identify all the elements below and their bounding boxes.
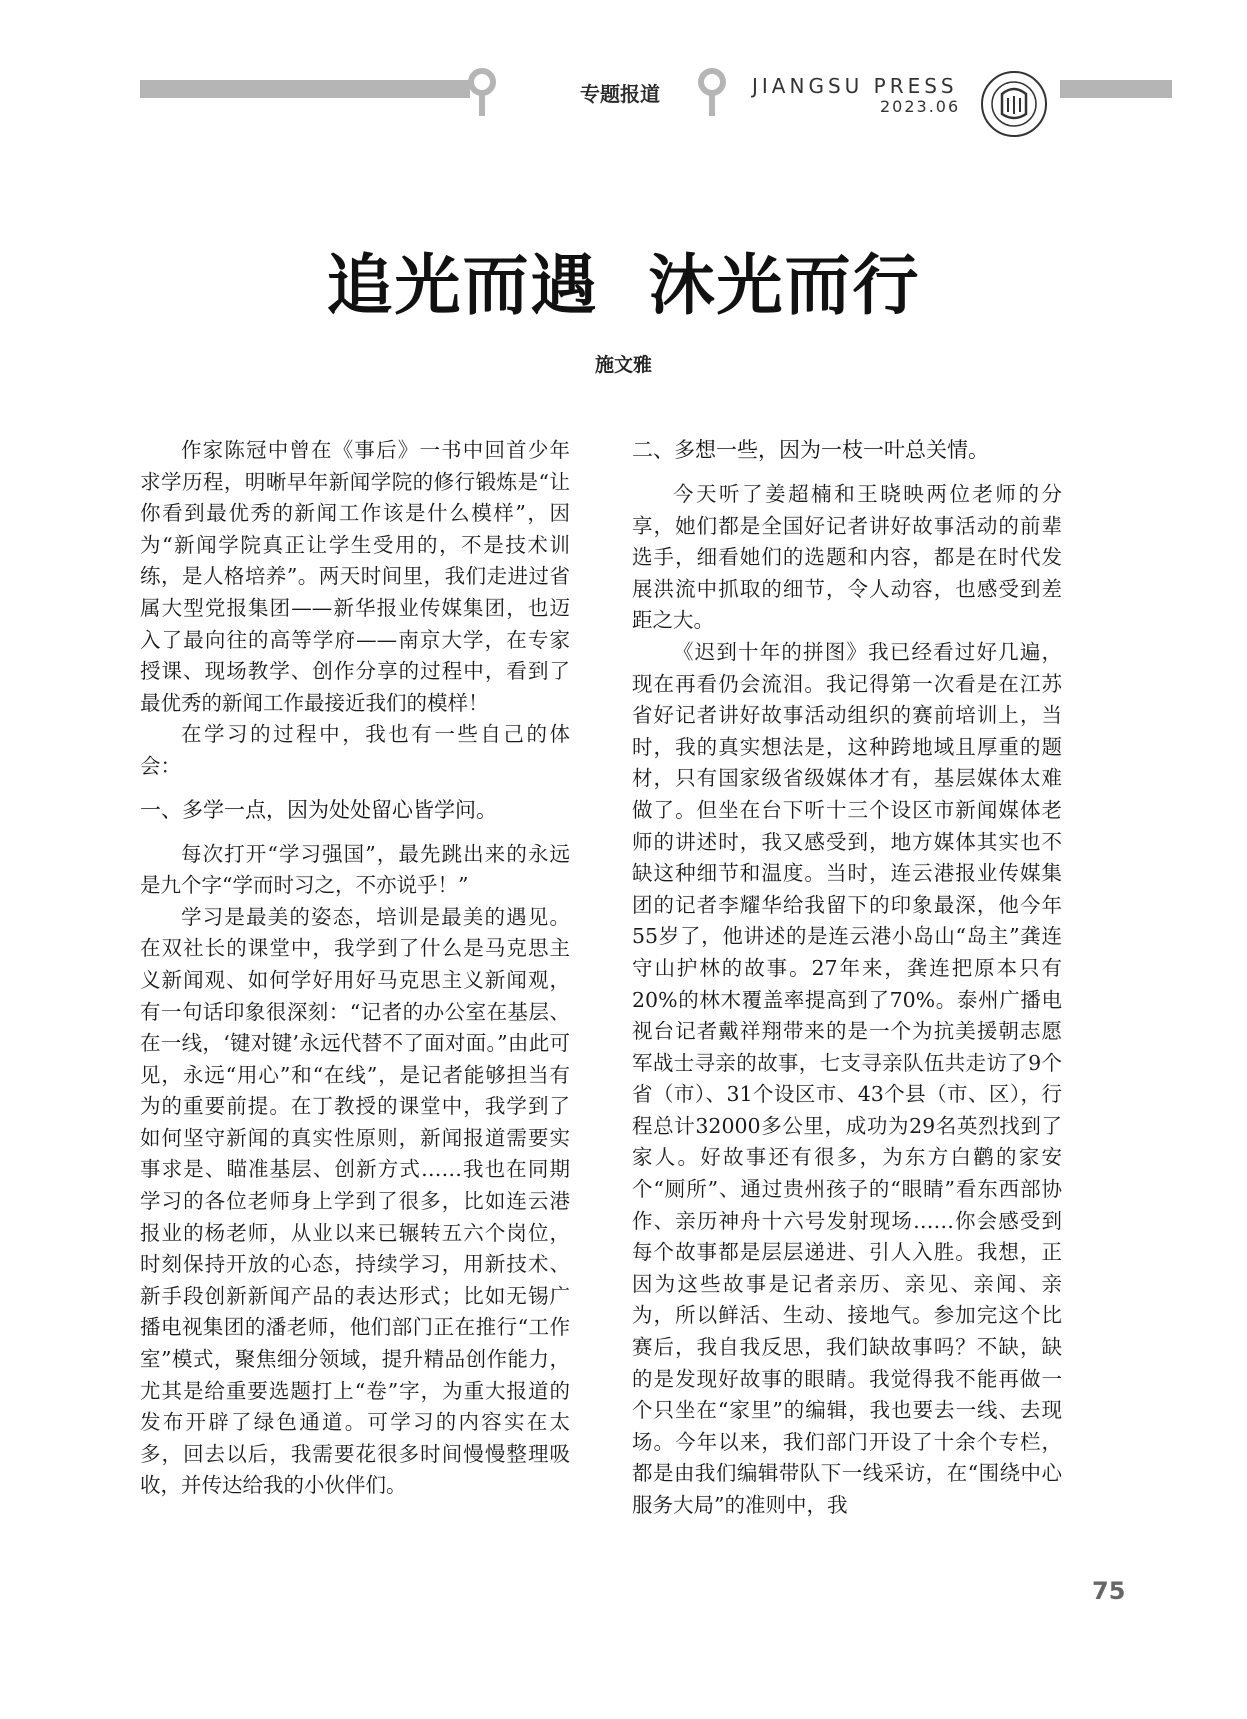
map-pin-icon bbox=[467, 68, 497, 118]
paragraph: 《迟到十年的拼图》我已经看过好几遍，现在再看仍会流泪。我记得第一次看是在江苏省好记者讲好故事活动组织的赛前培训上，当时，我的真实想法是，这种跨地域且厚重的题材，只有国家级省级媒体才有，基层媒体太难做了。但坐在台下听十三个设区市新闻媒体老师的讲述时，我又感受到，地方媒体其实也不缺这种细节和温度。当时，连云港报业传媒集团的记者李耀华给我留下的印象最深，他今年55岁了，他讲述的是连云港小岛山“岛主”龚连守山护林的故事。27年来，龚连把原本只有20%的林木覆盖率提高到了70%。泰州广播电视台记者戴祥翔带来的是一个为抗美援朝志愿军战士寻亲的故事，七支寻亲队伍共走访了9个省（市）、31个设区市、43个县（市、区），行程总计32000多公里，成功为29名英烈找到了家人。好故事还有很多，为东方白鹳的家安个“厕所”、通过贵州孩子的“眼睛”看东西部协作、亲历神舟十六号发射现场……你会感受到每个故事都是层层递进、引人入胜。我想，正因为这些故事是记者亲历、亲见、亲闻、亲为，所以鲜活、生动、接地气。参加完这个比赛后，我自我反思，我们缺故事吗？不缺，缺的是发现好故事的眼睛。我觉得我不能再做一个只坐在“家里”的编辑，我也要去一线、去现场。今年以来，我们部门开设了十余个专栏，都是由我们编辑带队下一线采访，在“围绕中心 服务大局”的准则中，我 bbox=[632, 639, 1062, 1517]
article-author: 施文雅 bbox=[594, 354, 652, 376]
paragraph: 在学习的过程中，我也有一些自己的体会： bbox=[140, 722, 570, 778]
header-bar-left bbox=[140, 80, 470, 98]
press-name: JIANGSU PRESS bbox=[752, 74, 958, 98]
header-bar-right bbox=[1060, 80, 1172, 98]
left-column bbox=[140, 435, 570, 1502]
map-pin-icon bbox=[697, 68, 727, 118]
section-label: 专题报道 bbox=[580, 82, 660, 106]
section-heading: 二、多想一些，因为一枝一叶总关情。 bbox=[632, 438, 989, 462]
section-heading: 一、多学一点，因为处处留心皆学问。 bbox=[140, 797, 497, 822]
paragraph: 作家陈冠中曾在《事后》一书中回首少年求学历程，明晰早年新闻学院的修行锻炼是“让你看到最优秀的新闻工作该是什么模样”，因为“新闻学院真正让学生受用的，不是技术训练，是人格培养”。两天时间里，我们走进过省属大型党报集团——新华报业传媒集团，也迈入了最向往的高等学府——南京大学，在专家授课、现场教学、创作分享的过程中，看到了最优秀的新闻工作最接近我们的模样！ bbox=[140, 438, 570, 715]
paragraph: 今天听了姜超楠和王晓映两位老师的分享，她们都是全国好记者讲好故事活动的前辈选手，细看她们的选题和内容，都是在时代发展洪流中抓取的细节，令人动容，也感受到差距之大。 bbox=[632, 482, 1062, 633]
issue-date: 2023.06 bbox=[880, 97, 961, 116]
right-column bbox=[632, 435, 1062, 1522]
paragraph: 每次打开“学习强国”，最先跳出来的永远是九个字“学而时习之，不亦说乎！” bbox=[140, 841, 570, 898]
journal-logo-icon bbox=[980, 70, 1048, 138]
article-title: 追光而遇 沐光而行 bbox=[326, 247, 921, 324]
page-number: 75 bbox=[1092, 1577, 1126, 1605]
paragraph: 学习是最美的姿态，培训是最美的遇见。在双社长的课堂中，我学到了什么是马克思主义新闻观、如何学好用好马克思主义新闻观，有一句话印象很深刻：“记者的办公室在基层、在一线，‘键对键’永远代替不了面对面。”由此可见，永远“用心”和“在线”，是记者能够担当有为的重要前提。在丁教授的课堂中，我学到了如何坚守新闻的真实性原则，新闻报道需要实事求是、瞄准基层、创新方式……我也在同期学习的各位老师身上学到了很多，比如连云港报业的杨老师，从业以来已辗转五六个岗位，时刻保持开放的心态，持续学习，用新技术、新手段创新新闻产品的表达形式；比如无锡广播电视集团的潘老师，他们部门正在推行“工作室”模式，聚焦细分领域，提升精品创作能力，尤其是给重要选题打上“卷”字，为重大报道的发布开辟了绿色通道。可学习的内容实在太多，回去以后，我需要花很多时间慢慢整理吸收，并传达给我的小伙伴们。 bbox=[140, 904, 570, 1498]
